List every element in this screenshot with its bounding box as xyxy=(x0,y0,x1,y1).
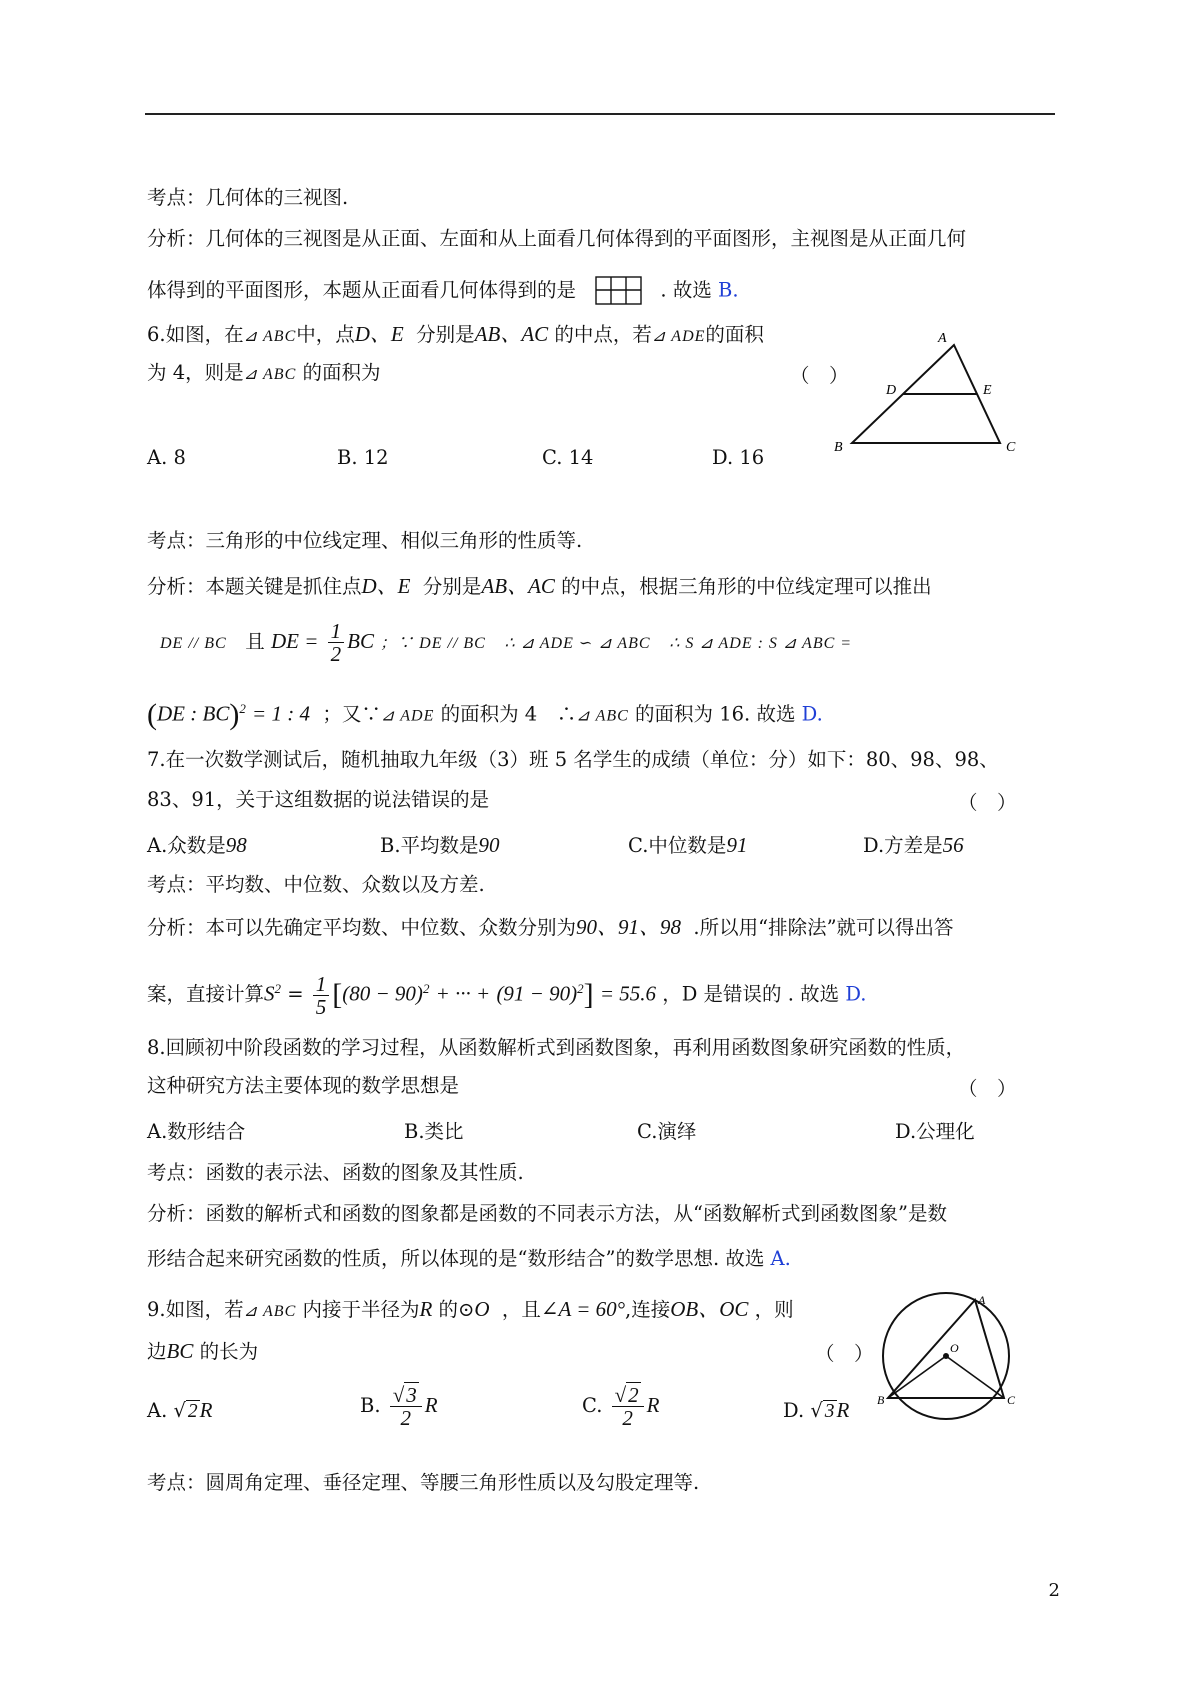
fig-label-c: C xyxy=(1006,440,1016,455)
q8-answer: A. xyxy=(770,1247,791,1270)
q7-kaodian: 考点：平均数、中位数、众数以及方差. xyxy=(147,873,485,896)
q9-option-a: A. √ 2R xyxy=(147,1398,213,1422)
fig-label-a: A xyxy=(938,331,947,346)
q7-fenxi: 分析：本可以先确定平均数、中位数、众数分别为90、91、98 .所以用“排除法”就可以得出答 xyxy=(147,915,954,939)
q5-kaodian: 考点：几何体的三视图. xyxy=(147,186,349,209)
q8-option-c: C.演绎 xyxy=(637,1120,697,1143)
q7-option-c: C.中位数是91 xyxy=(628,833,748,857)
q6-kaodian: 考点：三角形的中位线定理、相似三角形的性质等. xyxy=(147,529,583,552)
front-view-figure xyxy=(594,275,644,307)
q6-option-b: B. 12 xyxy=(337,446,389,469)
q6-question-line2: 为 4，则是⊿ ABC 的面积为 xyxy=(147,361,381,384)
q8-question-line1: 8.回顾初中阶段函数的学习过程，从函数解析式到函数图象，再利用函数图象研究函数的性质， xyxy=(147,1036,966,1059)
q6-fenxi: 分析：本题关键是抓住点D、E 分别是AB、AC 的中点，根据三角形的中位线定理可以推出 xyxy=(147,574,932,598)
q9-option-d: D. √ 3R xyxy=(783,1398,850,1422)
circle-label-b: B xyxy=(877,1393,885,1407)
q9-option-b: B. $\frac{√3}{2}$ R xyxy=(360,1383,438,1430)
q9-kaodian: 考点：圆周角定理、垂径定理、等腰三角形性质以及勾股定理等. xyxy=(147,1471,700,1494)
header-rule xyxy=(145,113,1055,115)
q5-answer: B. xyxy=(718,278,739,302)
q7-option-b: B.平均数是90 xyxy=(380,833,500,857)
q8-fenxi-line2: 形结合起来研究函数的性质，所以体现的是“数形结合”的数学思想. 故选 A. xyxy=(147,1247,791,1270)
q7-answer-paren: （ ） xyxy=(958,791,1017,814)
q9-answer-paren: （ ） xyxy=(815,1342,874,1365)
circle-label-o: O xyxy=(950,1341,959,1355)
q9-question-line2: 边BC 的长为 xyxy=(147,1339,259,1363)
fig-label-d: D xyxy=(886,383,897,398)
q6-option-d: D. 16 xyxy=(712,446,765,469)
q8-option-b: B.类比 xyxy=(404,1120,464,1143)
q7-option-a: A.众数是98 xyxy=(147,833,247,857)
q5-fenxi-line1: 分析：几何体的三视图是从正面、左面和从上面看几何体得到的平面图形，主视图是从正面几何 xyxy=(147,227,967,250)
q7-question-line2: 83、91，关于这组数据的说法错误的是 xyxy=(147,788,490,811)
triangle-figure xyxy=(820,325,1030,455)
q8-question-line2: 这种研究方法主要体现的数学思想是 xyxy=(147,1074,460,1097)
q6-answer: D. xyxy=(801,702,823,726)
circle-label-a: A xyxy=(978,1293,986,1307)
q6-formula-line1: DE // BC 且 DE = $\frac{1}{2}$ BC ；∵ DE // BC ∴ ⊿ ADE ∽ ⊿ ABC ∴ S ⊿ ADE : S ⊿ ABC = xyxy=(160,619,853,666)
q8-option-d: D.公理化 xyxy=(895,1120,975,1143)
q9-question-line1: 9.如图，若⊿ ABC 内接于半径为R 的⊙O ，且∠A = 60°,连接OB、OC ，则 xyxy=(147,1297,794,1321)
q7-answer: D. xyxy=(845,982,867,1006)
fig-label-e: E xyxy=(983,383,992,398)
q6-formula-line2: (DE : BC)$^2$ = 1 : 4 ；又∵⊿ ADE 的面积为 4 ∴⊿ ABC 的面积为 16. 故选 D. xyxy=(147,698,823,731)
q8-kaodian: 考点：函数的表示法、函数的图象及其性质. xyxy=(147,1161,524,1184)
q9-option-c: C. $\frac{√2}{2}$ R xyxy=(582,1383,660,1430)
q6-answer-paren: （ ） xyxy=(790,364,849,387)
q7-question-line1: 7.在一次数学测试后，随机抽取九年级（3）班 5 名学生的成绩（单位：分）如下：80、98、98、 xyxy=(147,748,999,771)
circle-figure xyxy=(873,1282,1033,1432)
page-number: 2 xyxy=(1048,1580,1060,1601)
circle-label-c: C xyxy=(1007,1393,1016,1407)
q5-fenxi-line2: 体得到的平面图形，本题从正面看几何体得到的是 . 故选 B. xyxy=(147,275,739,307)
q6-option-c: C. 14 xyxy=(542,446,594,469)
q8-answer-paren: （ ） xyxy=(958,1077,1017,1100)
q6-option-a: A. 8 xyxy=(147,446,186,469)
q6-question-line1: 6.如图，在⊿ ABC中，点D、E 分别是AB、AC 的中点，若⊿ ADE的面积 xyxy=(147,322,764,346)
q8-fenxi-line1: 分析：函数的解析式和函数的图象都是函数的不同表示方法，从“函数解析式到函数图象”是数 xyxy=(147,1202,947,1225)
fig-label-b: B xyxy=(834,440,843,455)
q8-option-a: A.数形结合 xyxy=(147,1120,246,1143)
q7-calc: 案，直接计算$S^2$ = $\frac{1}{5}$ [$(80 - 90)^2$ + ··· + $(91 - 90)^2] = 55.6$ ，D 是错误的 . 故选 D. xyxy=(147,971,867,1019)
q7-option-d: D.方差是56 xyxy=(863,833,964,857)
